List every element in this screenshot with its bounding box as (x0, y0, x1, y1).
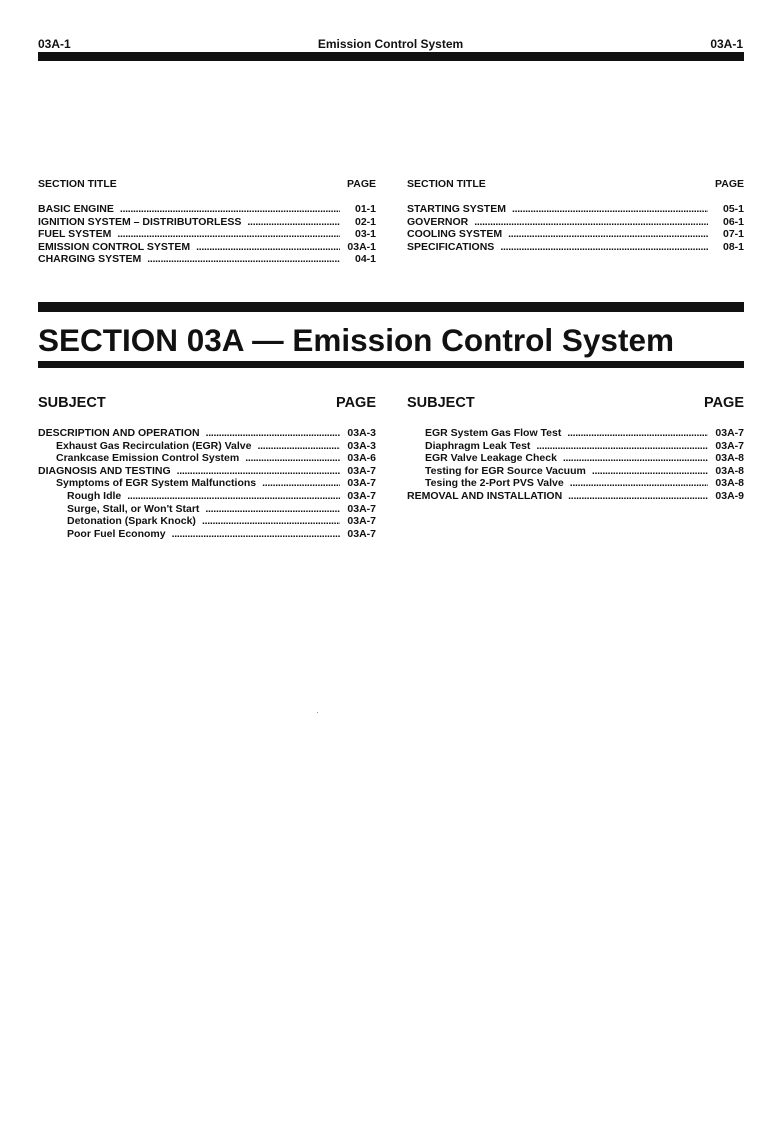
section-index-row[interactable]: EMISSION CONTROL SYSTEM . . . 03A-1 (38, 241, 376, 254)
page-column-label: PAGE (347, 178, 376, 190)
page-column-label: PAGE (715, 178, 744, 190)
section-index-row[interactable]: COOLING SYSTEM . . . 07-1 (407, 228, 744, 241)
section-index-row[interactable]: SPECIFICATIONS . . . 08-1 (407, 241, 744, 254)
section-index-row[interactable]: CHARGING SYSTEM . . . 04-1 (38, 253, 376, 266)
contents-header (407, 394, 744, 414)
header-title: Emission Control System (317, 37, 464, 51)
contents-row[interactable]: Symptoms of EGR System Malfunctions . . . 03A-7 (38, 477, 376, 490)
section-title-column-label: SECTION TITLE (407, 178, 486, 190)
section-index-row[interactable]: GOVERNOR . . . 06-1 (407, 216, 744, 229)
contents-row[interactable]: Testing for EGR Source Vacuum . . . 03A-8 (407, 465, 744, 478)
contents-row[interactable]: DIAGNOSIS AND TESTING . . . 03A-7 (38, 465, 376, 478)
header-page-number-right: 03A-1 (710, 37, 743, 51)
contents-row[interactable]: Exhaust Gas Recirculation (EGR) Valve . . . 03A-3 (38, 440, 376, 453)
contents-left (38, 394, 376, 540)
page-column-label: PAGE (703, 395, 744, 411)
section-title-rule-top (38, 302, 744, 312)
section-index-header (407, 178, 744, 191)
subject-column-label: SUBJECT (407, 395, 475, 411)
section-index-row[interactable]: BASIC ENGINE . . . 01-1 (38, 203, 376, 216)
section-title: SECTION 03A — Emission Control System (38, 322, 674, 358)
contents-row[interactable]: EGR System Gas Flow Test . . . 03A-7 (407, 427, 744, 440)
contents-row[interactable]: REMOVAL AND INSTALLATION . . . 03A-9 (407, 490, 744, 503)
header-page-number-left: 03A-1 (38, 37, 71, 51)
section-index-row[interactable]: FUEL SYSTEM . . . 03-1 (38, 228, 376, 241)
section-title-rule-bottom (38, 361, 744, 368)
contents-row[interactable]: DESCRIPTION AND OPERATION . . . 03A-3 (38, 427, 376, 440)
section-index-header (38, 178, 376, 191)
contents-row[interactable]: EGR Valve Leakage Check . . . 03A-8 (407, 452, 744, 465)
contents-row[interactable]: Surge, Stall, or Won't Start . . . 03A-7 (38, 503, 376, 516)
contents-row[interactable]: Diaphragm Leak Test . . . 03A-7 (407, 440, 744, 453)
page-header (38, 36, 743, 52)
contents-row[interactable]: Poor Fuel Economy . . . 03A-7 (38, 528, 376, 541)
header-rule (38, 52, 744, 61)
contents-header (38, 394, 376, 414)
contents-row[interactable]: Crankcase Emission Control System . . . 03A-6 (38, 452, 376, 465)
section-index-row[interactable]: STARTING SYSTEM . . . 05-1 (407, 203, 744, 216)
contents-row[interactable]: Detonation (Spark Knock) . . . 03A-7 (38, 515, 376, 528)
section-index-row[interactable]: IGNITION SYSTEM – DISTRIBUTORLESS . . . 02-1 (38, 216, 376, 229)
page-column-label: PAGE (335, 395, 376, 411)
section-title-column-label: SECTION TITLE (38, 178, 117, 190)
subject-column-label: SUBJECT (38, 395, 106, 411)
section-index-left (38, 178, 376, 266)
contents-right (407, 394, 744, 503)
section-index-right (407, 178, 744, 253)
contents-row[interactable]: Rough Idle . . . 03A-7 (38, 490, 376, 503)
contents-row[interactable]: Tesing the 2-Port PVS Valve . . . 03A-8 (407, 477, 744, 490)
scan-speck (317, 712, 318, 713)
